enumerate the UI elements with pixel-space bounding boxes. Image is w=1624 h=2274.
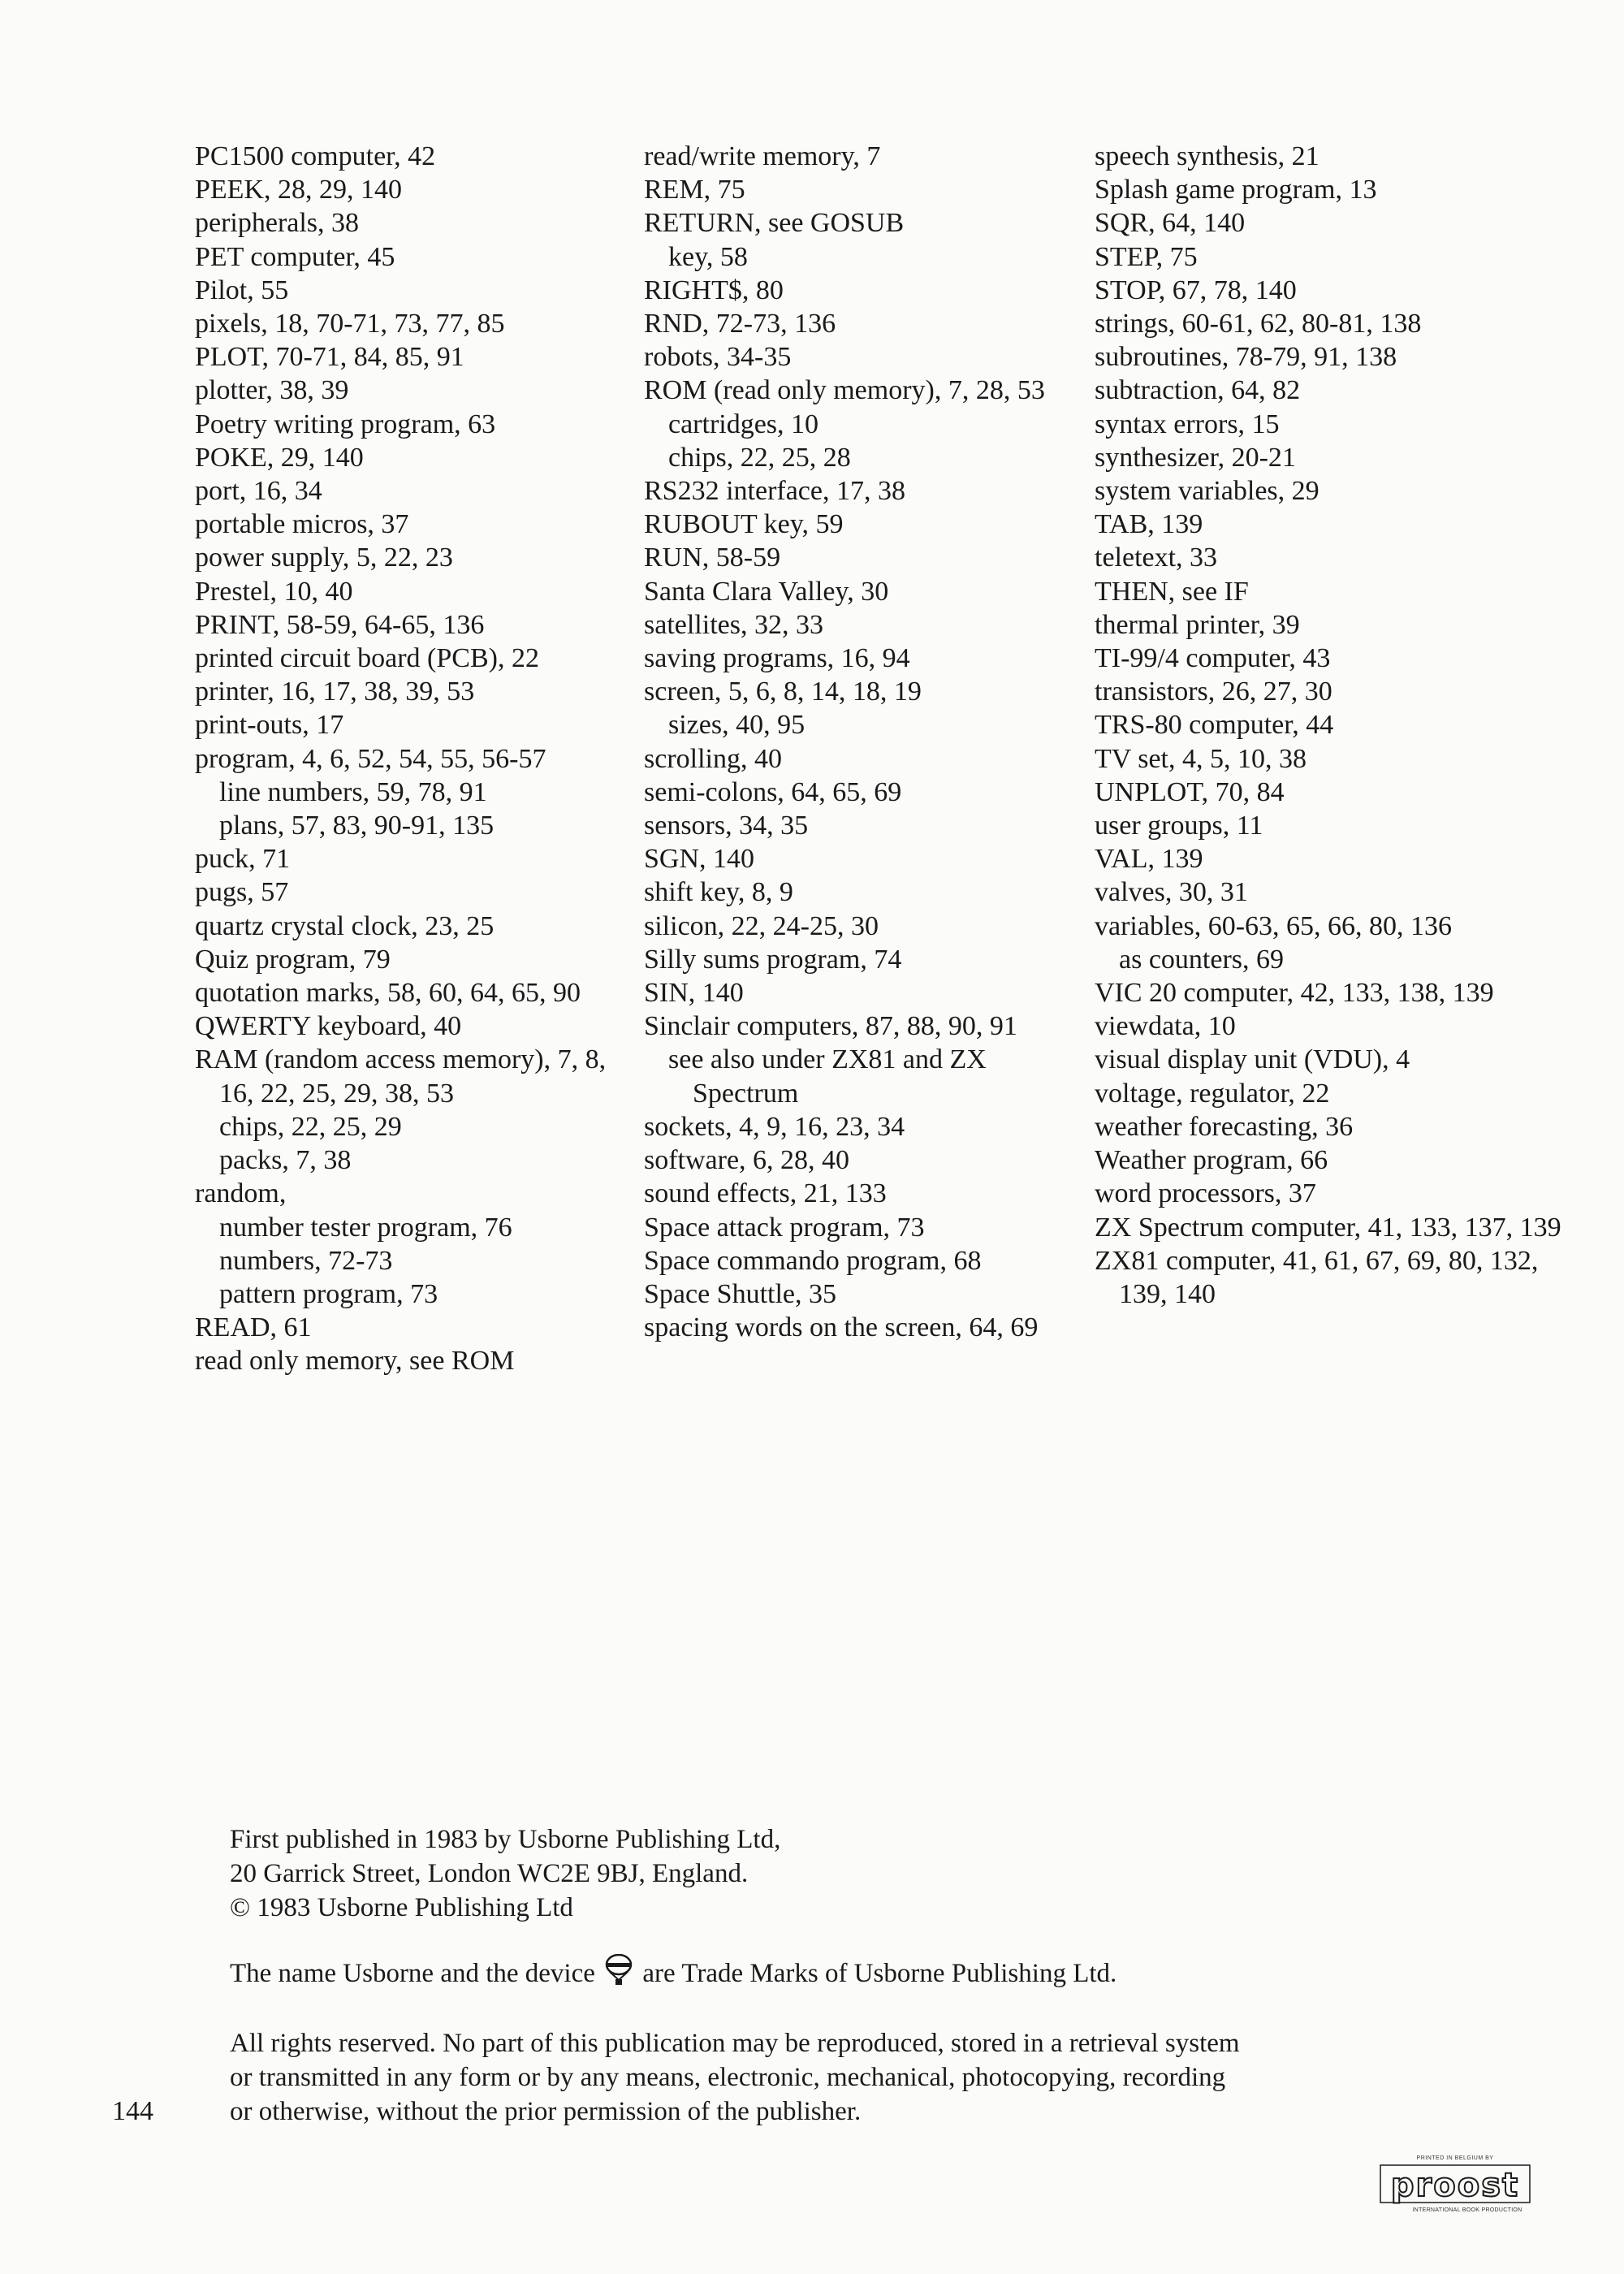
index-entry: UNPLOT, 70, 84 (1095, 776, 1285, 807)
index-entry: ROM (read only memory), 7, 28, 53 (644, 375, 1045, 406)
index-entry: Space attack program, 73 (644, 1212, 925, 1243)
index-entry: user groups, 11 (1095, 811, 1263, 841)
index-column-2 (644, 140, 1095, 1344)
index-entry: saving programs, 16, 94 (644, 643, 910, 674)
imprint-line: 20 Garrick Street, London WC2E 9BJ, England. (230, 1859, 749, 1888)
index-entry: REM, 75 (644, 175, 745, 205)
index-entry: transistors, 26, 27, 30 (1095, 677, 1332, 707)
svg-text:proost: proost (1390, 2167, 1520, 2204)
index-entry: VAL, 139 (1095, 844, 1203, 875)
index-entry: program, 4, 6, 52, 54, 55, 56-57 (195, 743, 546, 774)
index-entry: RAM (random access memory), 7, 8, 16, 22, 25, 29, 38, 53 (195, 1044, 607, 1109)
index-entry: valves, 30, 31 (1095, 877, 1248, 908)
index-entry: pixels, 18, 70-71, 73, 77, 85 (195, 309, 505, 339)
index-entry: variables, 60-63, 65, 66, 80, 136 (1095, 910, 1453, 941)
index-entry: voltage, regulator, 22 (1095, 1078, 1330, 1109)
index-entry: SIN, 140 (644, 978, 744, 1009)
index-entry: silicon, 22, 24-25, 30 (644, 910, 879, 941)
printer-subline: INTERNATIONAL BOOK PRODUCTION (1412, 2207, 1522, 2213)
index-entry: PC1500 computer, 42 (195, 141, 436, 171)
index-entry: Silly sums program, 74 (644, 944, 902, 975)
index-subentry: cartridges, 10 (668, 409, 819, 439)
trademark-text: are Trade Marks of Usborne Publishing Ltd. (642, 1959, 1117, 1988)
index-entry: spacing words on the screen, 64, 69 (644, 1312, 1039, 1343)
index-entry: PRINT, 58-59, 64-65, 136 (195, 609, 485, 640)
index-entry: Prestel, 10, 40 (195, 576, 353, 607)
index-subentry: chips, 22, 25, 28 (668, 442, 851, 473)
index-entry: PEEK, 28, 29, 140 (195, 175, 402, 205)
index-entry: read only memory, see ROM (195, 1346, 515, 1377)
index-subentry: pattern program, 73 (219, 1278, 438, 1309)
index-entry: PLOT, 70-71, 84, 85, 91 (195, 342, 464, 373)
index-entry: speech synthesis, 21 (1095, 141, 1320, 171)
index-entry: read/write memory, 7 (644, 141, 881, 171)
index-entry: subroutines, 78-79, 91, 138 (1095, 342, 1397, 373)
index-entry: sound effects, 21, 133 (644, 1178, 887, 1209)
index-entry: STOP, 67, 78, 140 (1095, 275, 1297, 305)
index-entry: quartz crystal clock, 23, 25 (195, 910, 495, 941)
index-entry: robots, 34-35 (644, 342, 792, 373)
index-entry: thermal printer, 39 (1095, 609, 1300, 640)
index-entry: shift key, 8, 9 (644, 877, 793, 908)
index-entry: software, 6, 28, 40 (644, 1145, 850, 1176)
rights-line: or transmitted in any form or by any means, electronic, mechanical, photocopying, recording (230, 2063, 1226, 2092)
index-entry: system variables, 29 (1095, 476, 1320, 507)
index-entry: ZX81 computer, 41, 61, 67, 69, 80, 132, 139, 140 (1095, 1245, 1539, 1309)
index-entry: Poetry writing program, 63 (195, 409, 496, 439)
index-entry: Santa Clara Valley, 30 (644, 576, 889, 607)
index-column-3 (1095, 140, 1592, 1311)
index-entry: word processors, 37 (1095, 1178, 1316, 1209)
index-entry: subtraction, 64, 82 (1095, 375, 1301, 406)
index-entry: screen, 5, 6, 8, 14, 18, 19 (644, 677, 922, 707)
index-entry: scrolling, 40 (644, 743, 782, 774)
index-entry: PET computer, 45 (195, 241, 395, 272)
index-entry: visual display unit (VDU), 4 (1095, 1044, 1410, 1075)
index-subentry: line numbers, 59, 78, 91 (219, 776, 487, 807)
index-entry: QWERTY keyboard, 40 (195, 1011, 462, 1042)
index-entry: power supply, 5, 22, 23 (195, 543, 453, 573)
publisher-imprint (230, 1822, 1497, 2129)
index-entry: sockets, 4, 9, 16, 23, 34 (644, 1111, 905, 1142)
index-entry: semi-colons, 64, 65, 69 (644, 776, 902, 807)
index-entry: printed circuit board (PCB), 22 (195, 643, 539, 674)
index-entry: plotter, 38, 39 (195, 375, 349, 406)
index-entry: port, 16, 34 (195, 476, 322, 507)
index-entry: Quiz program, 79 (195, 944, 391, 975)
index-entry: Space commando program, 68 (644, 1245, 982, 1276)
index-entry: random, (195, 1178, 287, 1209)
index-entry: Space Shuttle, 35 (644, 1278, 837, 1309)
index-entry: print-outs, 17 (195, 710, 344, 741)
index-entry: VIC 20 computer, 42, 133, 138, 139 (1095, 978, 1494, 1009)
index-entry: portable micros, 37 (195, 509, 409, 540)
usborne-balloon-device-icon (605, 1954, 633, 1995)
publication-details (230, 1822, 1497, 1925)
rights-statement (230, 2026, 1497, 2129)
index-entry: RND, 72-73, 136 (644, 309, 836, 339)
index-subentry: chips, 22, 25, 29 (219, 1111, 402, 1142)
index-entry: strings, 60-61, 62, 80-81, 138 (1095, 309, 1422, 339)
index-entry: Weather program, 66 (1095, 1145, 1328, 1176)
index-entry: RIGHT$, 80 (644, 275, 784, 305)
imprint-line: First published in 1983 by Usborne Publishing Ltd, (230, 1825, 781, 1854)
trademark-text: The name Usborne and the device (230, 1959, 595, 1988)
index-entry: printer, 16, 17, 38, 39, 53 (195, 677, 475, 707)
index-entry: weather forecasting, 36 (1095, 1111, 1354, 1142)
index-subentry: numbers, 72-73 (219, 1245, 393, 1276)
index-entry: SQR, 64, 140 (1095, 208, 1246, 239)
index-entry: pugs, 57 (195, 877, 289, 908)
index-entry: TV set, 4, 5, 10, 38 (1095, 743, 1307, 774)
index-entry: RETURN, see GOSUB (644, 208, 905, 239)
index-entry: STEP, 75 (1095, 241, 1198, 272)
index-entry: Pilot, 55 (195, 275, 289, 305)
index-entry: RUBOUT key, 59 (644, 509, 844, 540)
copyright-line: © 1983 Usborne Publishing Ltd (230, 1893, 573, 1922)
index-entry: THEN, see IF (1095, 576, 1249, 607)
index-column-1 (195, 140, 637, 1378)
index-subentry: key, 58 (668, 241, 748, 272)
index-entry: TAB, 139 (1095, 509, 1203, 540)
index-entry: quotation marks, 58, 60, 64, 65, 90 (195, 978, 581, 1009)
index-entry: Splash game program, 13 (1095, 175, 1377, 205)
index-entry: peripherals, 38 (195, 208, 360, 239)
index-entry: Sinclair computers, 87, 88, 90, 91 (644, 1011, 1017, 1042)
index-entry: READ, 61 (195, 1312, 312, 1343)
rights-line: or otherwise, without the prior permission of the publisher. (230, 2097, 862, 2126)
index-entry: RUN, 58-59 (644, 543, 781, 573)
page-number: 144 (112, 2096, 153, 2126)
printer-tagline: PRINTED IN BELGIUM BY (1416, 2155, 1494, 2161)
index-entry: ZX Spectrum computer, 41, 133, 137, 139 (1095, 1212, 1561, 1243)
rights-line: All rights reserved. No part of this publication may be reproduced, stored in a retrieval system (230, 2029, 1240, 2058)
index-entry: puck, 71 (195, 844, 291, 875)
index-columns (195, 140, 1592, 1407)
index-subentry: see also under ZX81 and ZX Spectrum (668, 1044, 987, 1109)
index-subentry: number tester program, 76 (219, 1212, 512, 1243)
index-entry: satellites, 32, 33 (644, 609, 823, 640)
index-subentry: packs, 7, 38 (219, 1145, 352, 1176)
index-subentry: sizes, 40, 95 (668, 710, 806, 741)
index-entry: POKE, 29, 140 (195, 442, 364, 473)
index-entry: synthesizer, 20-21 (1095, 442, 1296, 473)
index-entry: syntax errors, 15 (1095, 409, 1280, 439)
index-subentry: as counters, 69 (1119, 944, 1285, 975)
index-entry: TRS-80 computer, 44 (1095, 710, 1334, 741)
index-entry: TI-99/4 computer, 43 (1095, 643, 1331, 674)
index-entry: RS232 interface, 17, 38 (644, 476, 905, 507)
index-entry: viewdata, 10 (1095, 1011, 1236, 1042)
index-entry: SGN, 140 (644, 844, 755, 875)
index-entry: sensors, 34, 35 (644, 811, 809, 841)
index-entry: teletext, 33 (1095, 543, 1218, 573)
index-subentry: plans, 57, 83, 90-91, 135 (219, 811, 495, 841)
trademark-notice (230, 1954, 1497, 1995)
